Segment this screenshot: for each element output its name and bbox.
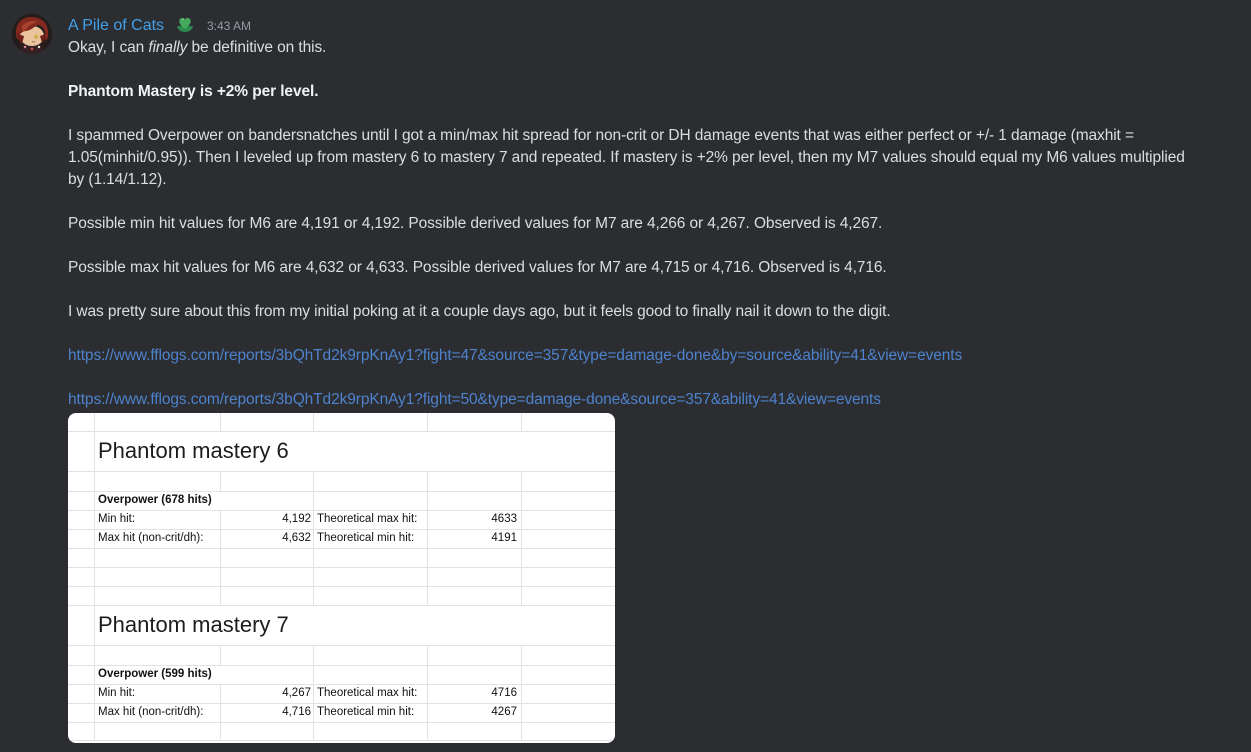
timestamp: 3:43 AM [206,19,251,33]
sheet-cell-label: Max hit (non-crit/dh): [98,532,204,544]
sheet-cell-label: Theoretical max hit: [317,687,418,699]
fflogs-link-2[interactable]: https://www.fflogs.com/reports/3bQhTd2k9rpKnAy1?fight=50&type=damage-done&source=357&ability=41&view=events [68,391,881,408]
sheet-cell-value: 4,716 [282,706,311,718]
intro-line: Okay, I can finally be definitive on this. [68,39,327,56]
sheet-cell-value: 4,267 [282,687,311,699]
bold-statement-line: Phantom Mastery is +2% per level. [68,83,319,100]
sheet-cell-value: 4716 [491,687,517,699]
sprout-heart-emoji [175,14,195,34]
sheet-cell-label: Min hit: [98,513,136,525]
sheet-cell-label: Min hit: [98,687,136,699]
message-body [68,37,1196,743]
sheet-cell-value: 4267 [491,706,517,718]
fflogs-link-1[interactable]: https://www.fflogs.com/reports/3bQhTd2k9rpKnAy1?fight=47&source=357&type=damage-done&by=source&ability=41&view=events [68,347,963,364]
sheet-cell-value: 4633 [491,513,517,525]
avatar-image [12,14,52,54]
sheet-cell-value: 4,632 [282,532,311,544]
sheet-subtitle-m7: Overpower (599 hits) [98,668,212,680]
message-content [68,14,1211,743]
message-header [68,14,1211,37]
spreadsheet-image-attachment[interactable] [68,413,615,743]
closing-line: I was pretty sure about this from my initial poking at it a couple days ago, but it feels good to finally nail it down to the digit. [68,303,891,320]
sheet-title-m6: Phantom mastery 6 [98,438,289,463]
sheet-cell-label: Theoretical min hit: [317,706,415,718]
sheet-cell-label: Max hit (non-crit/dh): [98,706,204,718]
sheet-cell-value: 4191 [491,532,517,544]
username[interactable]: A Pile of Cats [68,17,165,34]
sheet-cell-label: Theoretical max hit: [317,513,418,525]
sheet-cell-label: Theoretical min hit: [317,532,415,544]
sheet-subtitle-m6: Overpower (678 hits) [98,494,212,506]
sheet-title-m7: Phantom mastery 7 [98,612,289,637]
link-line-1 [68,345,1196,367]
avatar[interactable] [12,14,52,54]
sheet-cell-value: 4,192 [282,513,311,525]
link-line-2 [68,389,1196,411]
max-hit-line: Possible max hit values for M6 are 4,632 or 4,633. Possible derived values for M7 are 4,715 or 4,716. Observed is 4,716. [68,259,887,276]
method-paragraph: I spammed Overpower on bandersnatches until I got a min/max hit spread for non-crit or DH damage events that was either perfect or +/- 1 damage (maxhit = 1.05(minhit/0.95)). Then I leveled up from mastery 6 to mastery 7 and repeated. If mastery is +2% per level, then my M7 values should equal my M6 values multiplied by (1.14/1.12). [68,127,1185,188]
min-hit-line: Possible min hit values for M6 are 4,191 or 4,192. Possible derived values for M7 are 4,266 or 4,267. Observed is 4,267. [68,215,883,232]
